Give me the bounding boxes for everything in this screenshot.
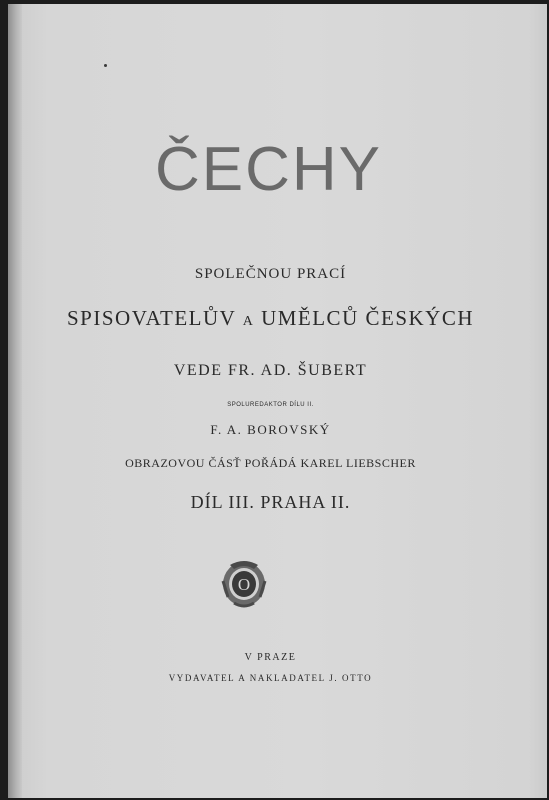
- book-title: ČECHY: [154, 135, 383, 204]
- editor-line: VEDE FR. AD. ŠUBERT: [173, 362, 368, 379]
- svg-text:O: O: [237, 575, 251, 594]
- print-speck: [104, 64, 107, 67]
- subtitle-line-2: [8, 306, 547, 331]
- subtitle-part-a: SPISOVATELŮV: [67, 306, 236, 330]
- publisher-name: VYDAVATEL A NAKLADATEL J. OTTO: [168, 673, 373, 683]
- title-page: [8, 4, 547, 798]
- co-editor-caption: SPOLUREDAKTOR DÍLU II.: [227, 402, 314, 408]
- subtitle-line-1: SPOLEČNOU PRACÍ: [194, 266, 347, 282]
- illustration-credit: OBRAZOVOU ČÁSŤ POŘÁDÁ KAREL LIEBSCHER: [125, 456, 416, 470]
- volume-label: DÍL III. PRAHA II.: [190, 492, 351, 512]
- subtitle-part-b: A: [242, 314, 255, 329]
- co-editor-name: F. A. BOROVSKÝ: [210, 422, 331, 437]
- publisher-emblem-icon: [220, 557, 268, 609]
- subtitle-part-c: UMĚLCŮ ČESKÝCH: [261, 306, 474, 330]
- publication-place: V PRAZE: [244, 652, 297, 663]
